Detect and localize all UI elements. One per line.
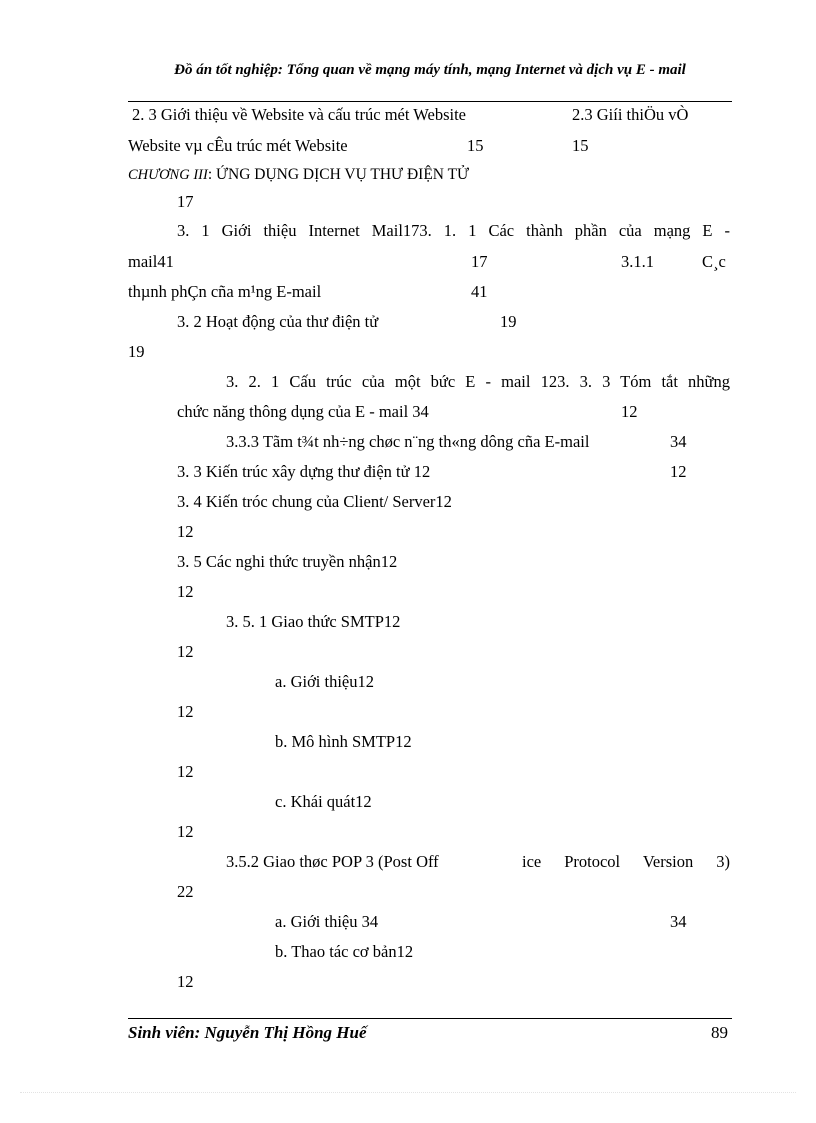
toc-page-number: 41 <box>471 282 488 301</box>
toc-line: ice Protocol Version 3) <box>522 852 730 871</box>
toc-page-number: 22 <box>177 882 194 901</box>
toc-page-number: 15 <box>467 136 484 155</box>
toc-page-number: 12 <box>177 522 194 541</box>
toc-line: c. Khái quát12 <box>275 792 372 811</box>
chapter-title: : ỨNG DỤNG DỊCH VỤ THƯ ĐIỆN TỬ <box>207 166 470 183</box>
toc-line: 3.3.3 Tãm t¾t nh÷ng chøc n¨ng th«ng dông cña E-mail <box>226 432 590 451</box>
toc-line: a. Giới thiệu 34 <box>275 912 379 931</box>
toc-line: a. Giới thiệu12 <box>275 672 374 691</box>
toc-page-number: 17 <box>177 192 194 211</box>
toc-page-number: 12 <box>177 642 194 661</box>
toc-page-number: 34 <box>670 912 687 931</box>
toc-line: 3. 5. 1 Giao thức SMTP12 <box>226 612 401 631</box>
toc-line: 3.1.1 <box>621 252 654 271</box>
toc-page-number: 12 <box>177 822 194 841</box>
toc-page-number: 12 <box>177 972 194 991</box>
footer-rule <box>128 1018 732 1019</box>
toc-line: mail41 <box>128 252 174 271</box>
toc-line: C¸c <box>702 252 726 271</box>
toc-page-number: 12 <box>177 582 194 601</box>
toc-page-number: 34 <box>670 432 687 451</box>
toc-page-number: 12 <box>177 702 194 721</box>
toc-page-number: 12 <box>621 402 638 421</box>
toc-line: 3. 2 Hoạt động của thư điện tử <box>177 312 379 331</box>
toc-line: b. Thao tác cơ bản12 <box>275 942 414 961</box>
toc-page-number: 19 <box>500 312 517 331</box>
header-title: Đồ án tốt nghiệp: Tổng quan về mạng máy tính, mạng Internet và dịch vụ E - mail <box>174 62 686 78</box>
toc-line: Website vµ cÊu trúc mét Website <box>128 136 348 155</box>
footer-student-name: Sinh viên: Nguyễn Thị Hồng Huế <box>128 1023 367 1042</box>
footer-page-number: 89 <box>711 1023 728 1042</box>
toc-line: 2. 3 Giới thiệu về Website và cấu trúc mét Website <box>132 105 466 124</box>
toc-page-number: 15 <box>572 136 589 155</box>
toc-line: 3. 2. 1 Cấu trúc của một bức E - mail 123. 3. 3 Tóm tắt những <box>226 372 730 391</box>
toc-line: 3.5.2 Giao thøc POP 3 (Post Off <box>226 852 439 871</box>
toc-line: 2.3 Giíi thiÖu vÒ <box>572 105 689 124</box>
toc-line: b. Mô hình SMTP12 <box>275 732 412 751</box>
toc-line: 3. 1 Giới thiệu Internet Mail173. 1. 1 Các thành phần của mạng E - <box>177 221 730 240</box>
page-edge-divider <box>20 1092 796 1093</box>
chapter-label: CHƯƠNG III <box>128 167 208 183</box>
toc-line: 3. 3 Kiến trúc xây dựng thư điện tử 12 <box>177 462 431 481</box>
chapter-heading <box>128 165 469 185</box>
toc-page-number: 19 <box>128 342 145 361</box>
toc-line: 3. 4 Kiến tróc chung của Client/ Server12 <box>177 492 452 511</box>
toc-page-number: 12 <box>177 762 194 781</box>
toc-page-number: 17 <box>471 252 488 271</box>
toc-line: 3. 5 Các nghi thức truyền nhận12 <box>177 552 398 571</box>
header-rule <box>128 101 732 102</box>
toc-line: thµnh phÇn cña m¹ng E-mail <box>128 282 322 301</box>
toc-page-number: 12 <box>670 462 687 481</box>
toc-line: chức năng thông dụng của E - mail 34 <box>177 402 429 421</box>
